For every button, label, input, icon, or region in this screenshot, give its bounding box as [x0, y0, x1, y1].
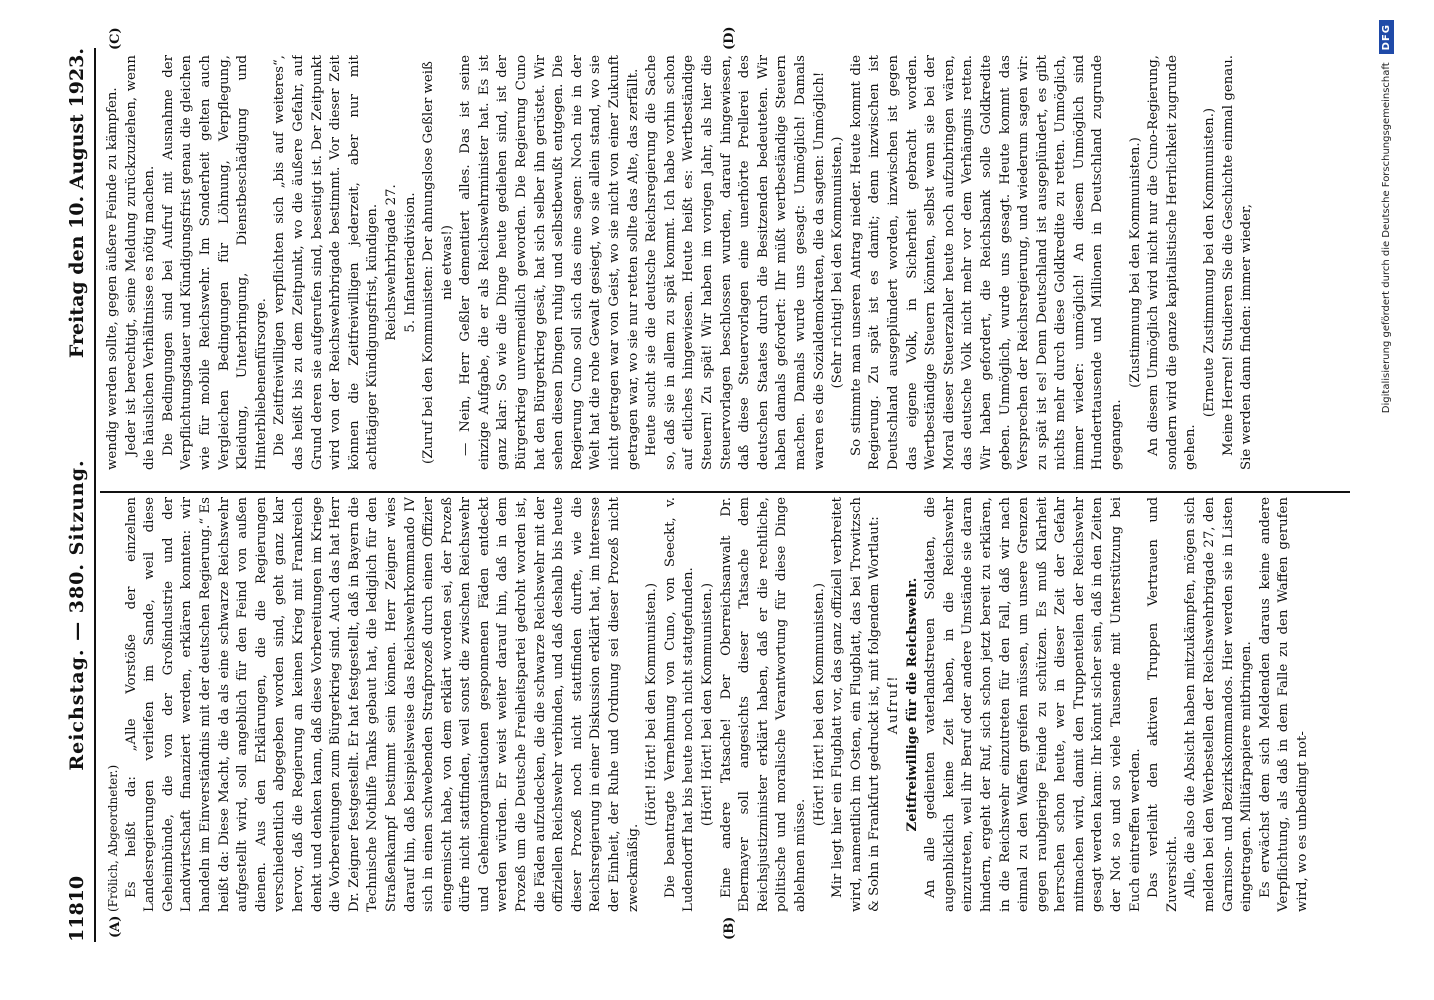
- interjection: (Hört! Hört! bei den Kommunisten.): [811, 582, 827, 827]
- margin-marker-d: (D): [722, 26, 737, 50]
- signature-line: Reichswehrbrigade 27.: [383, 184, 399, 341]
- signature-line: 5. Infanteriedivision.: [402, 192, 418, 333]
- left-column: [104, 497, 1354, 912]
- paragraph: Mir liegt hier ein Flugblatt vor, das ganz offiziell verbreitet wird, namentlich im Osten, ein Flugblatt, das bei Trowitzsch & Sohn in Frankfurt gedruckt ist, mit folgendem Wortlaut:: [830, 497, 883, 912]
- page-number: 11810: [66, 875, 88, 942]
- paragraph: Die beantragte Vernehmung von Cuno, von Seeckt, v. Ludendorff hat bis heute noch nicht stattgefunden.: [662, 497, 697, 912]
- header-title: Reichstag. — 380. Sitzung.: [66, 459, 88, 771]
- dfg-logo: DFG: [1379, 20, 1394, 54]
- paragraph: Alle, die also die Absicht haben mitzukämpfen, mögen sich melden bei den Werbestellen der Reichswehrbrigade 27, den Garnison- und Bezirkskommandos. Hier werden sie in Listen eingetragen. Militärpapiere mitbringen.: [1183, 497, 1255, 912]
- interjection: (Hört! Hört! bei den Kommunisten.): [644, 582, 660, 827]
- paragraph: wendig werden sollte, gegen äußere Feinde zu kämpfen.: [105, 87, 120, 470]
- credit-text: Digitalisierung gefördert durch die Deutsche Forschungsgemeinschaft: [1381, 62, 1392, 414]
- margin-marker-b: (B): [722, 916, 737, 940]
- interjection: (Zustimmung bei den Kommunisten.): [1127, 137, 1143, 388]
- paragraph: Heute sucht sie die deutsche Reichsregierung die Sache so, daß sie in allem zu spät kommt. Ich habe vorhin schon auf etliches hingewiesen. Heute heißt es: Wertbeständige Steuern! Zu spät! Wir haben im vorigen Jahr, als hier die Steuervorlagen beschlossen wurden, darauf hingewiesen, daß diese Steuervorlagen eine unerhörte Prellerei des deutschen Staates durch die Besitzenden bedeuteten. Wir haben damals gefordert: Ihr müßt wertbeständige Steuern machen. Damals wurde uns gesagt: Unmöglich! Damals waren es die Sozialdemokraten, die da sagten: Unmöglich!: [644, 55, 827, 470]
- column-divider: [100, 491, 1350, 493]
- paragraph: An alle gedienten vaterlandstreuen Soldaten, die augenblicklich keine Zeit haben, in die Reichswehr einzutreten, weil ihr Beruf oder andere Umstände sie daran hindern, ergeht der Ruf, sich schon jetzt bereit zu erklären, in die Reichswehr einzutreten für den Fall, daß wir nach einmal zu den Waffen greifen müssen, um unsere Grenzen gegen raubgierige Feinde zu schützen. Es muß Klarheit herrschen schon heute, wer in dieser Zeit der Gefahr mitmachen wird, damit den Truppenteilen der Reichswehr gesagt werden kann: Ihr könnt sicher sein, daß in den Zeiten der Not so und so viele Tausende mit Unterstützung bei Euch eintreffen werden.: [923, 497, 1143, 912]
- paragraph: Das verleiht den aktiven Truppen Vertrauen und Zuversicht.: [1146, 497, 1180, 912]
- paragraph: Die Bedingungen sind bei Aufruf mit Ausnahme der Verpflichtungsdauer und Kündigungsfrist genau die gleichen wie für mobile Reichswehr. Im Sonderheit gelten auch Vergleichen Bedingungen für Löhnung, Verpflegung, Kleidung, Unterbringung, Dienstbeschädigung und Hinterbliebenenfürsorge.: [160, 55, 269, 470]
- paragraph: Es erwächst dem sich Meldenden daraus keine andere Verpflichtung, als daß in dem Falle zu den Waffen gerufen wird, wo es unbedingt not-: [1257, 497, 1310, 912]
- margin-marker-c: (C): [108, 27, 123, 50]
- paragraph: Die Zeitfreiwilligen verpflichten sich „bis auf weiteres“, das heißt bis zu dem Zeitpunkt, wo die äußere Gefahr, auf Grund deren sie aufgerufen sind, beseitigt ist. Der Zeitpunkt wird von der Reichswehrbrigade bestimmt. Vor dieser Zeit können die Zeitfreiwilligen jederzeit, aber nur mit achttägiger Kündigungsfrist, kündigen.: [272, 55, 381, 470]
- paragraph: Meine Herren! Studieren Sie die Geschichte einmal genau. Sie werden dann finden: immer wieder,: [1220, 55, 1255, 470]
- speaker-label: (Frölich, Abgeordneter.): [106, 764, 120, 912]
- flyer-heading: Aufruf!: [885, 674, 901, 735]
- running-header: [56, 48, 96, 942]
- paragraph: So stimmte man unseren Antrag nieder. Heute kommt die Regierung. Zu spät ist es damit; denn inzwischen ist Deutschland ausgeplündert worden, inzwischen ist gegen das eigene Volk, in Sicherheit gebracht worden. Wertbeständige Steuern könnten, selbst wenn sie bei der Moral dieser Steuerzahler heute noch aufzubringen wären, das deutsche Volk nicht mehr vor dem Verhängnis retten. Wir haben gefordert, die Reichsbank solle Goldkredite geben. Unmöglich, wurde uns gesagt. Heute kommt das Versprechen der Reichsregierung, und wiederum sagen wir: zu spät ist es! Denn Deutschland ist ausgeplündert, es gibt nichts mehr durch diese Goldkredite zu retten. Unmöglich, immer wieder: unmöglich! An diesem Unmöglich sind Hunderttausende und Millionen in Deutschland zugrunde gegangen.: [848, 55, 1125, 470]
- paragraph: An diesem Unmöglich wird nicht nur die Cuno-Regierung, sondern wird die ganze kapitalistische Herrlichkeit zugrunde gehen.: [1146, 55, 1199, 470]
- paragraph: — Nein, Herr Geßler dementiert alles. Das ist seine einzige Aufgabe, die er als Reichswehrminister hat. Es ist ganz klar: So wie die Dinge heute gediehen sind, ist der Bürgerkrieg unvermeidlich geworden. Die Regierung Cuno hat den Bürgerkrieg gesät, hat sich selber ihn gerüstet. Wir sehen diesen Dingen ruhig und selbstbewußt entgegen. Die Regierung Cuno soll sich das eine sagen: Noch nie in der Welt hat die rohe Gewalt gesiegt, wo sie allein stand, wo sie nicht getragen war von Geist, wo sie nicht von einer Zukunft getragen war, wo sie nur retten sollte das Alte, das zerfällt.: [458, 55, 641, 470]
- interjection: (Hört! Hört! bei den Kommunisten.): [700, 582, 715, 827]
- right-column: [104, 55, 1354, 470]
- margin-marker-a: (A): [108, 915, 123, 938]
- interjection: (Sehr richtig! bei den Kommunisten.): [830, 136, 846, 389]
- flyer-subheading: Zeitfreiwillige für die Reichswehr.: [904, 577, 920, 832]
- paragraph: Es heißt da: „Alle Vorstöße der einzelnen Landesregierungen verliefen im Sande, weil diese Geheimbünde, die von der Großindustrie und der Landwirtschaft finanziert werden, erklären konnten: wir handeln im Einverständnis mit der deutschen Regierung.“ Es heißt da: Diese Macht, die da als eine schwarze Reichswehr aufgestellt wird, soll angeblich für den Feind von außen dienen. Aus den Erklärungen, die die Regierungen verschiedentlich abgegeben worden sind, geht ganz klar hervor, daß die Regierung an keinen Krieg mit Frankreich denkt und denken kann, daß diese Vorbereitungen im Kriege die Vorbereitungen zum Bürgerkrieg sind. Auch das hat Herr Dr. Zeigner festgestellt. Er hat festgestellt, daß in Bayern die Technische Nothilfe Tanks gebaut hat, die lediglich für den Straßenkampf bestimmt sein können. Herr Zeigner wies darauf hin, daß beispielsweise das Reichswehrkommando IV sich in einen schwebenden Strafprozeß durch einen Offizier eingemischt habe, von dem erklärt worden sei, der Prozeß dürfe nicht stattfinden, weil sonst die zwischen Reichswehr und Geheimorganisationen gesponnenen Fäden entdeckt werden würden. Er weist weiter darauf hin, daß in dem Prozeß um die Deutsche Freiheitspartei gedroht worden ist, die Fäden aufzudecken, die die schwarze Reichswehr mit der offiziellen Reichswehr verbinden, und daß deshalb bis heute dieser Prozeß noch nicht stattfinden durfte, wie die Reichsregierung in einer Diskussion erklärt hat, im Interesse der Einheit, der Ruhe und Ordnung sei dieser Prozeß nicht zweckmäßig.: [123, 497, 641, 912]
- digitization-credit: [1379, 20, 1394, 413]
- paragraph: Jeder ist berechtigt, seine Meldung zurückzuziehen, wenn die häuslichen Verhältnisse es nötig machen.: [123, 55, 158, 470]
- interjection: (Zuruf bei den Kommunisten: Der ahnungslose Geßler weiß nie etwas!): [421, 61, 455, 464]
- paragraph: Eine andere Tatsache! Der Oberreichsanwalt Dr. Ebermayer soll angesichts dieser Tatsache dem Reichsjustizminister erklärt haben, daß er die rechtliche, politische und moralische Verantwortung für diese Dinge ablehnen müsse.: [718, 497, 808, 912]
- interjection: (Erneute Zustimmung bei den Kommunisten.): [1202, 107, 1218, 418]
- header-date: Freitag den 10. August 1923.: [66, 48, 88, 359]
